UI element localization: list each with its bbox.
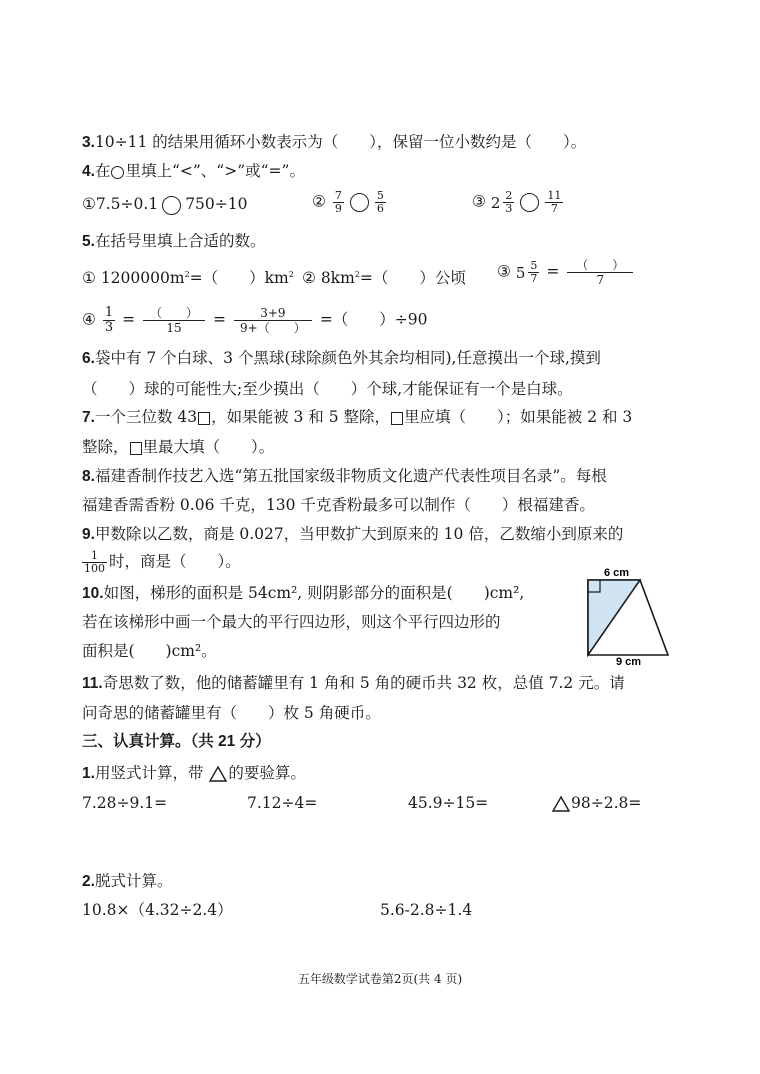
question-text: 时，商是（ ）。 xyxy=(109,552,241,571)
question-10-line3 xyxy=(82,640,217,662)
fraction: $\frac{11}{7}$ xyxy=(547,189,562,215)
trapezoid-figure xyxy=(574,565,684,665)
compare-circle[interactable] xyxy=(350,193,369,212)
question-text: 里填上“<”、“>”或“=”。 xyxy=(125,162,305,180)
question-5-line1: ① $1200000m^2=$（ ）$km^2$ xyxy=(82,269,294,288)
question-10 xyxy=(82,582,524,605)
fraction: $\frac{1}{3}$ xyxy=(104,305,114,335)
question-number: 9. xyxy=(82,526,95,543)
digit-box xyxy=(391,412,403,425)
calc-2-item-1: 10.8×（4.32÷2.4） xyxy=(82,901,233,919)
question-text: 10÷11 的结果用循环小数表示为（ ），保留一位小数约是（ ）。 xyxy=(94,133,587,151)
question-4-item2 xyxy=(312,190,388,215)
fraction: $\frac{1}{100}$ xyxy=(84,549,105,575)
question-5 xyxy=(82,230,265,253)
question-number: 3. xyxy=(82,134,95,151)
fraction: $\frac{5}{6}$ xyxy=(376,189,384,215)
fraction-blank[interactable]: （ ） 7 xyxy=(567,258,633,287)
question-text: 奇思数了数，他的储蓄罐里有 1 角和 5 角的硬币共 32 枚，总值 7.2 元。请 xyxy=(102,674,625,692)
compare-circle[interactable] xyxy=(520,193,539,212)
item-marker: ② xyxy=(312,192,326,211)
question-5-item2: ② $8km^2=$（ ）公顷 xyxy=(302,269,466,288)
question-number: 6. xyxy=(82,350,95,367)
mixed-number: 2 $\frac{2}{3}$ xyxy=(490,189,513,215)
compare-left: ①7.5÷0.1 xyxy=(82,195,159,213)
bottom-base-label: 9 cm xyxy=(616,656,642,665)
question-text: 甲数除以乙数，商是 0.027，当甲数扩大到原来的 10 倍，乙数缩小到原来的 xyxy=(94,525,624,543)
question-text: （ ）球的可能性大;至少摸出（ ）个球,才能保证有一个是白球。 xyxy=(82,380,573,398)
digit-box xyxy=(130,442,142,455)
compare-circle[interactable] xyxy=(162,196,181,215)
question-text: 在 xyxy=(94,162,111,180)
question-text: 在括号里填上合适的数。 xyxy=(94,232,266,250)
question-text: 如图，梯形的面积是 54cm², 则阴影部分的面积是( )cm², xyxy=(103,584,525,602)
question-text: 若在该梯形中画一个最大的平行四边形，则这个平行四边形的 xyxy=(82,613,501,631)
item-marker: ③ xyxy=(472,192,486,211)
fraction-blank[interactable]: $\frac{3+9}{9+( )}$ xyxy=(234,306,312,335)
question-4-item3 xyxy=(472,190,565,215)
question-4 xyxy=(82,160,305,183)
page-footer: 五年级数学试卷第2页(共 4 页) xyxy=(297,972,463,986)
question-number: 5. xyxy=(82,233,95,250)
calc-1-item-1: 7.28÷9.1= xyxy=(82,794,168,812)
calc-2: 2.脱式计算。 xyxy=(82,872,173,890)
question-text: 问奇思的储蓄罐里有（ ）枚 5 角硬币。 xyxy=(82,704,381,722)
question-text: 袋中有 7 个白球、3 个黑球(球除颜色外其余均相同),任意摸出一个球,摸到 xyxy=(94,349,601,367)
question-number: 2. xyxy=(82,873,95,890)
question-text: 福建香制作技艺入选“第五批国家级非物质文化遗产代表性项目名录”。每根 xyxy=(94,467,607,485)
question-number: 4. xyxy=(82,163,95,180)
fraction-blank[interactable]: （ ） 15 xyxy=(143,306,205,335)
question-number: 1. xyxy=(82,765,95,782)
triangle-icon xyxy=(551,795,571,813)
mixed-number: 5 $\frac{5}{7}$ xyxy=(515,259,538,285)
question-number: 10. xyxy=(82,585,104,602)
question-number: 8. xyxy=(82,468,95,485)
calc-1-item-3: 45.9÷15= xyxy=(408,794,489,812)
question-5-line2: ④ $\frac{1}{3}$ = （ ） 15 = $\frac{3+9}{9+( )}$ =（ ）÷90 xyxy=(82,305,428,335)
question-9-line2 xyxy=(82,550,241,575)
calc-1: 1.用竖式计算，带 的要验算。 xyxy=(82,764,306,782)
question-number: 11. xyxy=(82,675,103,692)
question-4-items xyxy=(82,193,247,215)
question-7-line2: 整除， 里最大填（ ）。 xyxy=(82,438,275,456)
question-3 xyxy=(82,131,586,154)
question-10-line2 xyxy=(82,611,501,633)
top-base-label: 6 cm xyxy=(604,567,630,579)
digit-box xyxy=(198,412,210,425)
question-text: 福建香需香粉 0.06 千克，130 千克香粉最多可以制作（ ）根福建香。 xyxy=(82,496,595,514)
question-text: 面积是( )cm²。 xyxy=(82,642,217,660)
question-8-line2 xyxy=(82,494,595,516)
calc-2-item-2: 5.6-2.8÷1.4 xyxy=(380,901,473,919)
fraction: $\frac{7}{9}$ xyxy=(334,189,342,215)
compare-right: 750÷10 xyxy=(185,195,248,213)
question-11 xyxy=(82,672,625,695)
question-8 xyxy=(82,465,607,488)
question-6-line2 xyxy=(82,378,573,400)
question-9 xyxy=(82,523,623,546)
question-7: 7.一个三位数 43 ，如果能被 3 和 5 整除， 里应填（ ）；如果能被 2 和 3 xyxy=(82,408,633,426)
question-6 xyxy=(82,347,601,370)
question-5-item3: ③ 5 $\frac{5}{7}$ = （ ） 7 xyxy=(497,258,636,287)
circle-icon xyxy=(111,166,124,179)
calc-1-item-2: 7.12÷4= xyxy=(247,794,318,812)
triangle-icon xyxy=(208,765,228,783)
question-11-line2 xyxy=(82,702,381,724)
question-number: 7. xyxy=(82,409,95,426)
calc-1-item-4: 98÷2.8= xyxy=(551,792,641,814)
section-title: 三、认真计算。（共 21 分） xyxy=(82,733,271,750)
